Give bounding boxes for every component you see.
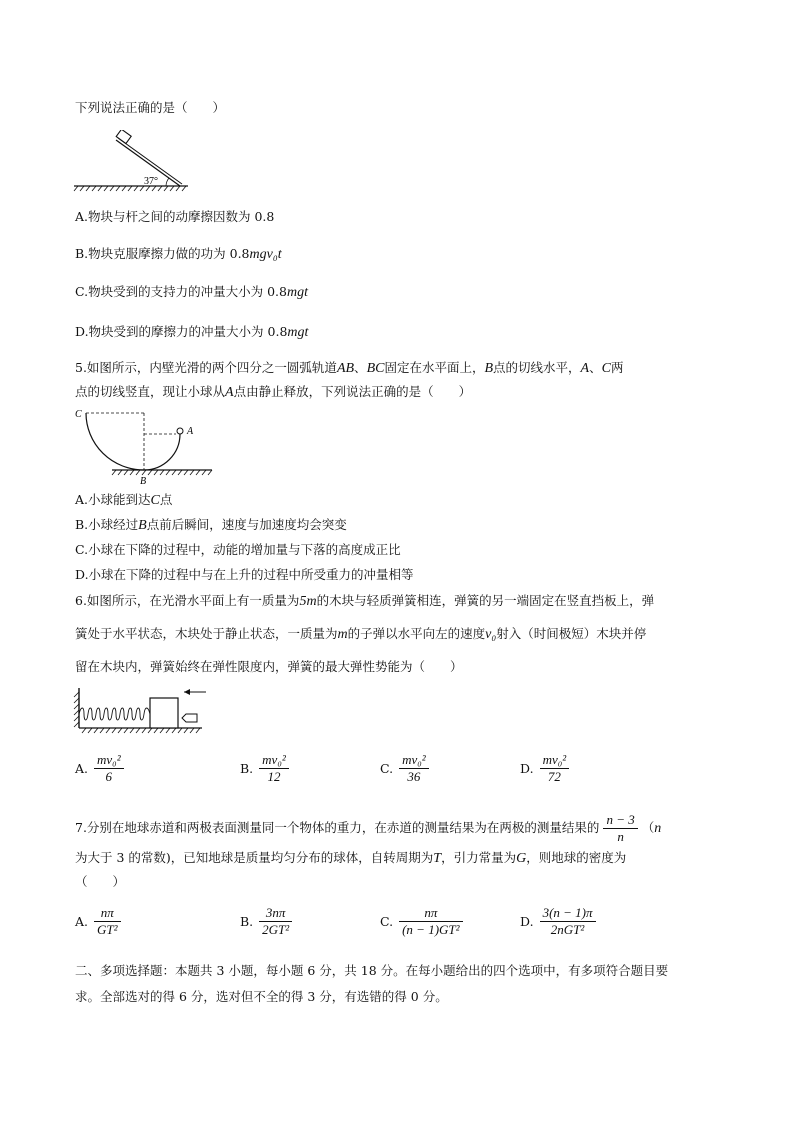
q6-option-a: A. $\frac{\text{mv₀²}}{6}$ [75,752,124,785]
q4-option-b: B.物块克服摩擦力做的功为 0.8mgv₀t [75,246,282,262]
angle-label: 37° [144,176,158,187]
q6-option-d: D. $\frac{\text{mv₀²}}{72}$ [520,752,569,785]
q6-stem-line3: 留在木块内，弹簧始终在弹性限度内，弹簧的最大弹性势能为（ ） [75,659,463,674]
q5-option-a: A.小球能到达C点 [75,492,173,508]
point-b-label: B [140,476,147,487]
q5-stem-line1: 5.如图所示，内壁光滑的两个四分之一圆弧轨道AB、BC固定在水平面上，B点的切线水平，A、C两 [75,360,624,376]
q6-stem-line2: 簧处于水平状态，木块处于静止状态，一质量为m的子弹以水平向左的速度v₀射入（时间极短）木块并停 [75,626,647,642]
q7-option-b: B. $\frac{3n\pi}{\text{2GT²}}$ [240,905,292,938]
q7-stem-line2: 为大于 3 的常数)，已知地球是质量均匀分布的球体，自转周期为T，引力常量为G，则地球的密度为 [75,850,627,866]
q4-option-d: D.物块受到的摩擦力的冲量大小为 0.8mgt [75,324,309,340]
incline-rod-figure [72,130,192,192]
q4-option-a: A.物块与杆之间的动摩擦因数为 0.8 [75,209,275,224]
q6-option-c: C. $\frac{\text{mv₀²}}{36}$ [380,752,429,785]
q7-stem-line1: 7.分别在地球赤道和两极表面测量同一个物体的重力，在赤道的测量结果为在两极的测量结果的 $\frac{n - 3}{n}$ （n [75,812,662,844]
arc-track-figure [72,405,217,487]
q4-option-c: C.物块受到的支持力的冲量大小为 0.8mgt [75,284,308,300]
q7-stem-line3: （ ） [75,874,126,889]
q4-stem: 下列说法正确的是（ ） [75,100,226,115]
q5-option-c: C.小球在下降的过程中，动能的增加量与下落的高度成正比 [75,542,401,557]
spring-block-figure [72,684,207,736]
q6-option-b: B. $\frac{\text{mv₀²}}{12}$ [240,752,289,785]
q5-option-b: B.小球经过B点前后瞬间，速度与加速度均会突变 [75,517,347,533]
q7-option-a: A. $\frac{n\pi}{\text{GT²}}$ [75,905,121,938]
q5-stem-line2: 点的切线竖直，现让小球从A点由静止释放，下列说法正确的是（ ） [75,384,472,400]
point-c-label: C [75,409,82,420]
q7-option-d: D. $\frac{3(n - 1)\pi}{\text{2nGT²}}$ [520,905,596,938]
q5-option-d: D.小球在下降的过程中与在上升的过程中所受重力的冲量相等 [75,567,414,582]
point-a-label: A [187,426,194,437]
section2-instructions-line2: 求。全部选对的得 6 分，选对但不全的得 3 分，有选错的得 0 分。 [75,989,448,1004]
q7-option-c: C. $\frac{n\pi}{\text{(n − 1)GT²}}$ [380,905,463,938]
section2-instructions-line1: 二、多项选择题：本题共 3 小题，每小题 6 分，共 18 分。在每小题给出的四个选项中，有多项符合题目要 [75,963,669,978]
q6-stem-line1: 6.如图所示，在光滑水平面上有一质量为5m的木块与轻质弹簧相连，弹簧的另一端固定在竖直挡板上，弹 [75,593,655,609]
